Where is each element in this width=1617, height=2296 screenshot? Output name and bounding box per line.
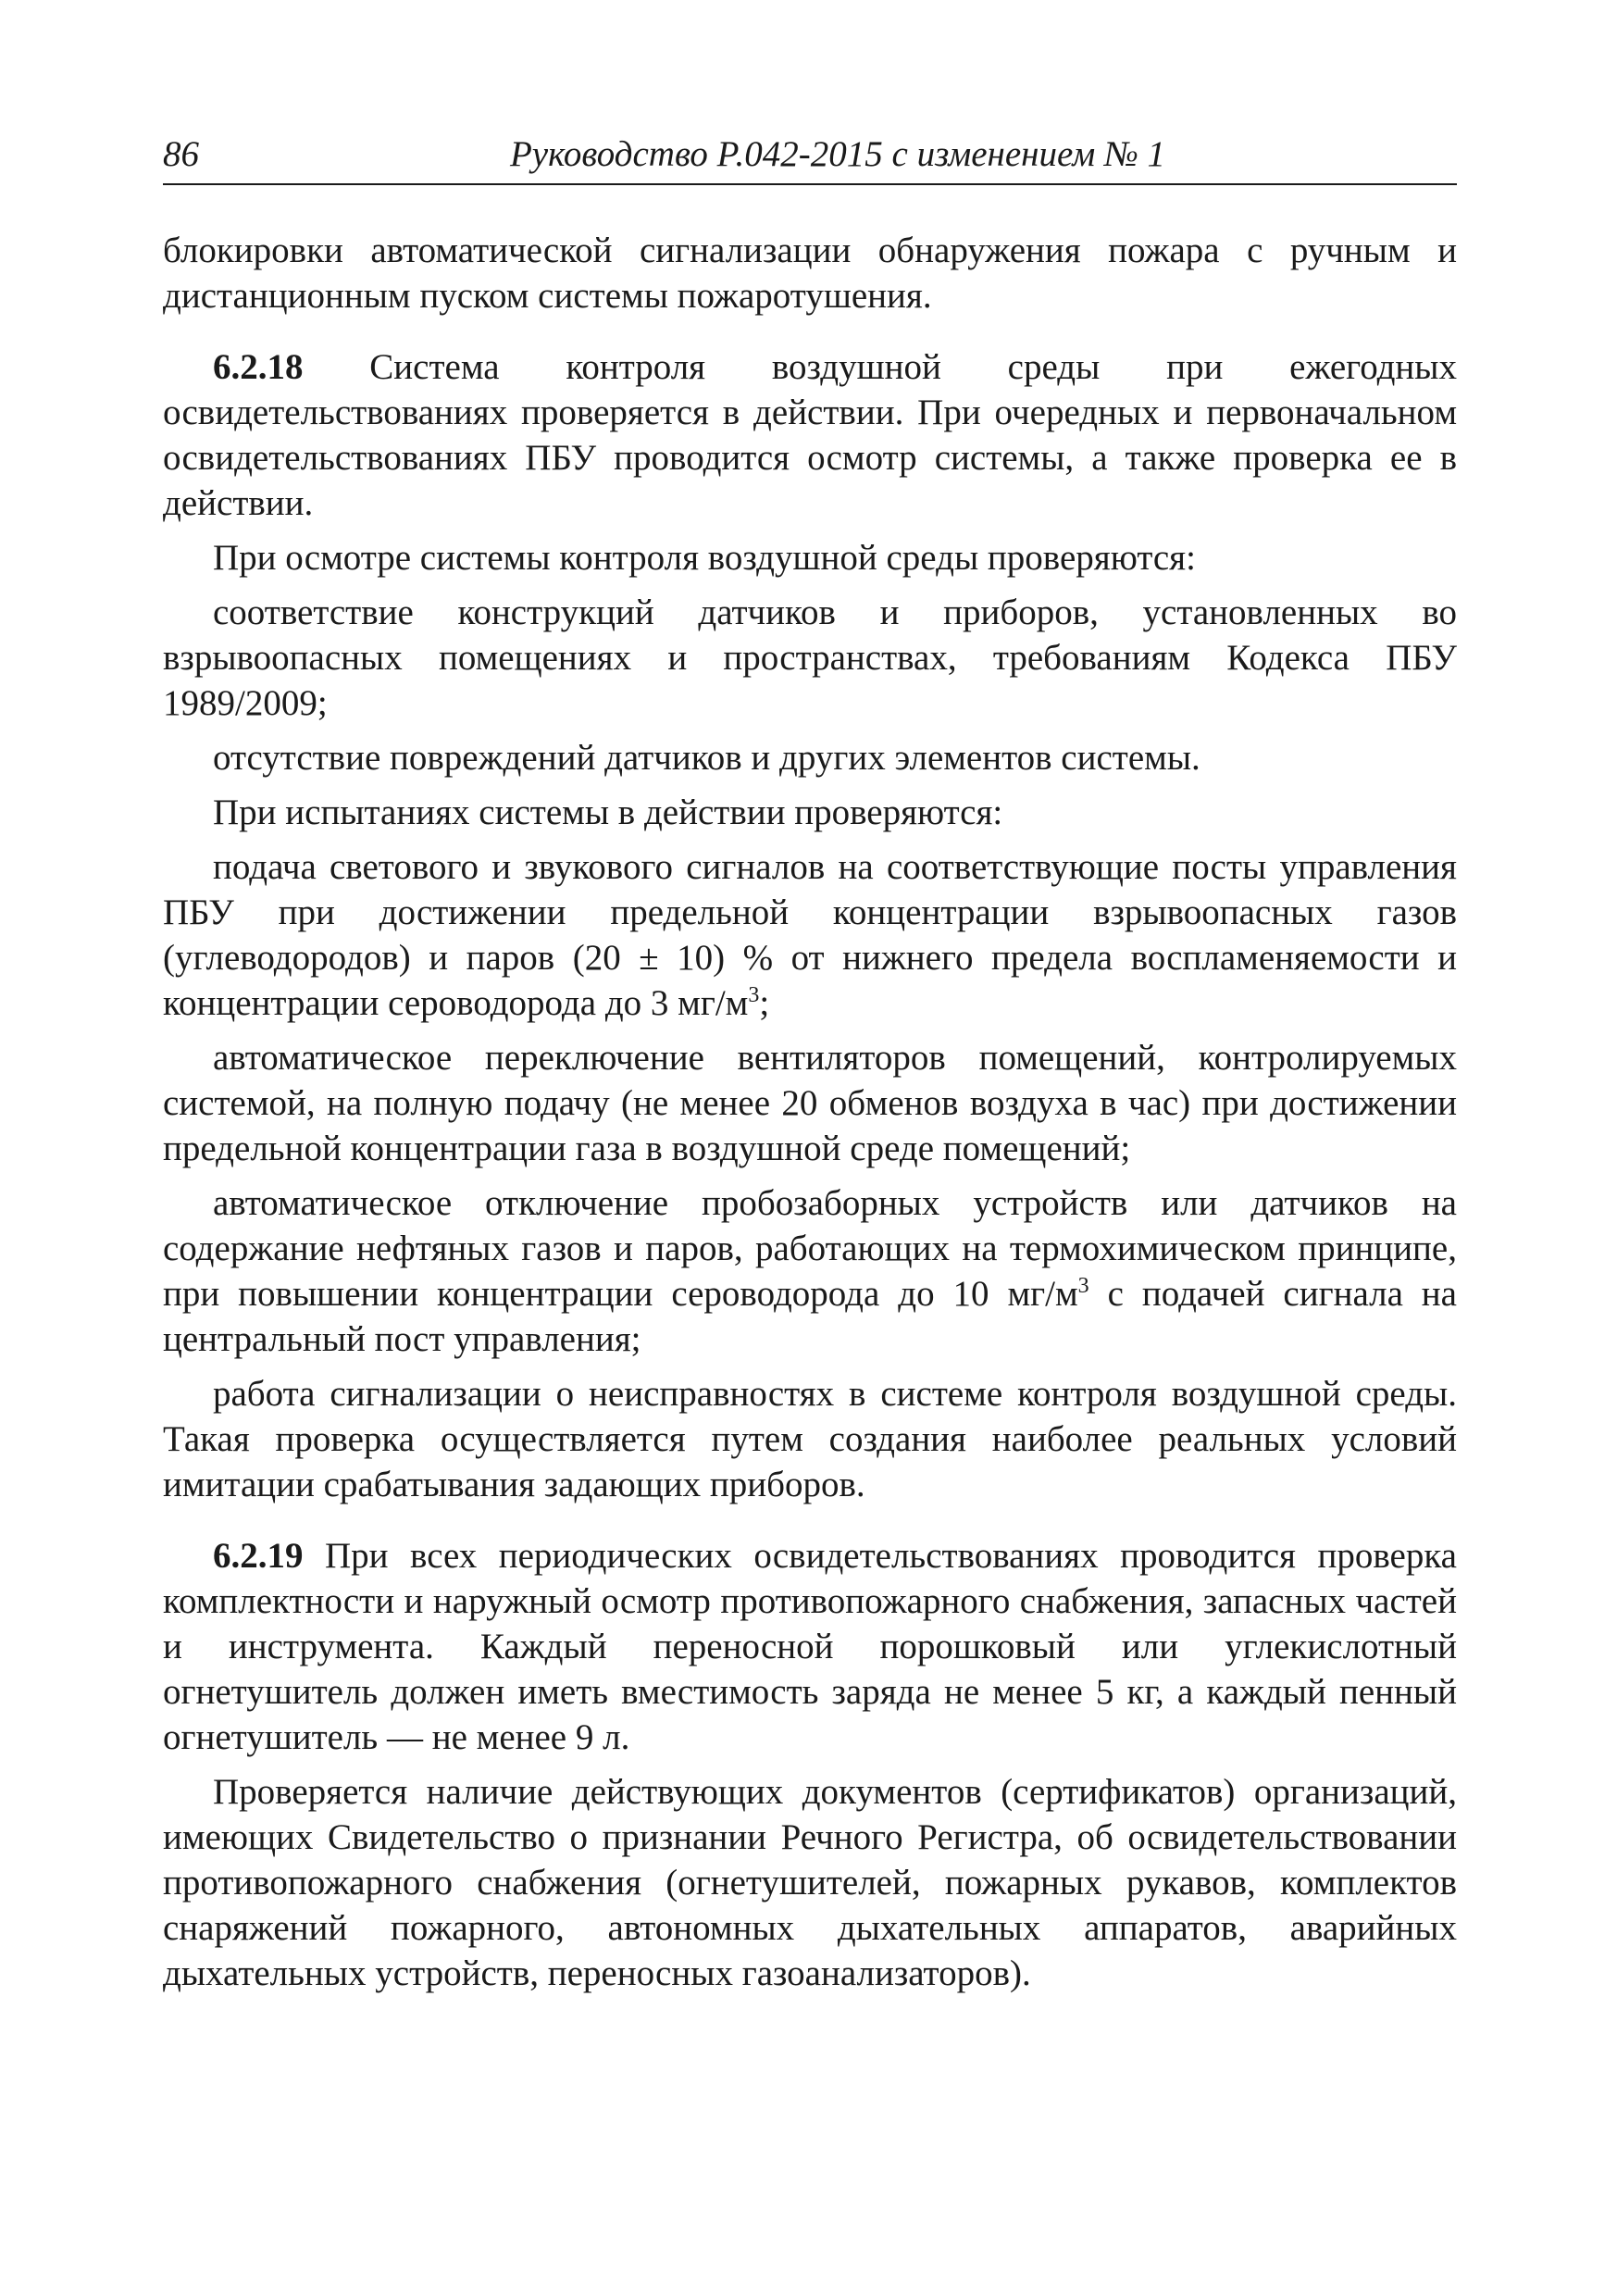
paragraph-testing-intro: При испытаниях системы в действии проверяются: <box>213 792 1003 832</box>
paragraph-text: подача светового и звукового сигналов на соответствующие посты управления ПБУ при достижении предельной концентрации взрывоопасных газов (углеводородов) и паров (20 ± 10) % от нижнего предела воспламеняемости и концентрации сероводорода до 3 мг/м <box>163 847 1457 1023</box>
clause-text: Система контроля воздушной среды при ежегодных освидетельствованиях проверяется в действии. При очередных и первоначальном освидетельствованиях ПБУ проводится осмотр системы, а также проверка ее в действии. <box>163 347 1457 523</box>
paragraph-sampler-shutdown <box>163 1180 1457 1362</box>
paragraph-text: автоматическое отключение пробозаборных устройств или датчиков на содержание нефтяных газов и паров, работающих на термохимическом принципе, при повышении концентрации сероводорода до 10 мг/м <box>163 1183 1457 1314</box>
paragraph-fault-alarm: работа сигнализации о неисправностях в системе контроля воздушной среды. Такая проверка осуществляется путем создания наиболее реальных условий имитации срабатывания задающих приборов. <box>163 1374 1457 1504</box>
clause-number: 6.2.19 <box>213 1536 304 1576</box>
paragraph-fan-switching: автоматическое переключение вентиляторов помещений, контролируемых системой, на полную подачу (не менее 20 обменов воздуха в час) при достижении предельной концентрации газа в воздушной среде помещений; <box>163 1038 1457 1168</box>
paragraph-no-damage: отсутствие повреждений датчиков и других элементов системы. <box>213 738 1200 778</box>
clause-6-2-18 <box>163 344 1457 526</box>
body-text <box>163 228 1457 2005</box>
paragraph-sensors-compliance: соответствие конструкций датчиков и приборов, установленных во взрывоопасных помещениях и пространствах, требованиям Кодекса ПБУ 1989/2009; <box>163 593 1457 723</box>
running-header <box>163 126 1457 185</box>
paragraph-inspection-intro: При осмотре системы контроля воздушной среды проверяются: <box>213 538 1196 578</box>
paragraph-text: с подачей сигнала на центральный пост управления; <box>163 1274 1457 1359</box>
paragraph-signal-supply <box>163 844 1457 1026</box>
superscript: 3 <box>1077 1274 1089 1298</box>
paragraph-documents-check: Проверяется наличие действующих документов (сертификатов) организаций, имеющих Свидетельство о признании Речного Регистра, об освидетельствовании противопожарного снабжения (огнетушителей, пожарных рукавов, комплектов снаряжений пожарного, автономных дыхательных аппаратов, аварийных дыхательных устройств, переносных газоанализаторов). <box>163 1772 1457 1993</box>
clause-text: При всех периодических освидетельствованиях проводится проверка комплектности и наружный осмотр противопожарного снабжения, запасных частей и инструмента. Каждый переносной порошковый или углекислотный огнетушитель должен иметь вместимость заряда не менее 5 кг, а каждый пенный огнетушитель — не менее 9 л. <box>163 1536 1457 1757</box>
running-title: Руководство Р.042-2015 с изменением № 1 <box>509 134 1166 174</box>
clause-number: 6.2.18 <box>213 347 304 387</box>
paragraph-continuation: блокировки автоматической сигнализации обнаружения пожара с ручным и дистанционным пуском системы пожаротушения. <box>163 231 1457 316</box>
page-number: 86 <box>163 134 199 174</box>
paragraph-text: ; <box>759 983 770 1023</box>
clause-6-2-19 <box>163 1533 1457 1760</box>
superscript: 3 <box>748 983 760 1007</box>
